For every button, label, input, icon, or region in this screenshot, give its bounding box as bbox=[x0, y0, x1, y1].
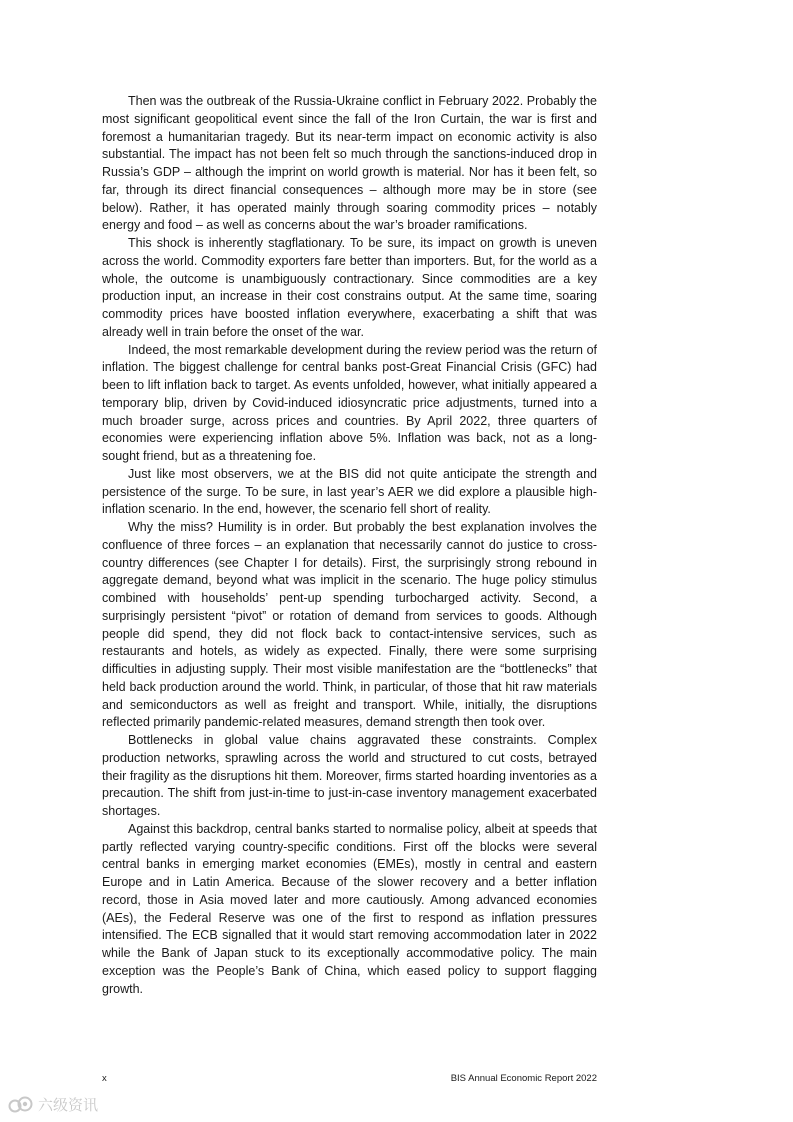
paragraph-1: Then was the outbreak of the Russia-Ukraine conflict in February 2022. Probably the most significant geopolitical event since the fall of the Iron Curtain, the war is first and foremost a humanitarian tragedy. But its near-term impact on economic activity is also substantial. The impact has not been felt so much through the sanctions-induced drop in Russia’s GDP – although the imprint on world growth is material. Nor has it been felt, so far, through its direct financial consequences – although more may be in store (see below). Rather, it has operated mainly through soaring commodity prices – notably energy and food – as well as concerns about the war’s broader ramifications. bbox=[102, 94, 597, 233]
paragraph-2: This shock is inherently stagflationary. To be sure, its impact on growth is uneven across the world. Commodity exporters fare better than importers. But, for the world as a whole, the outcome is unambiguously contractionary. Since commodities are a key production input, an increase in their cost constrains output. At the same time, soaring commodity prices have boosted inflation everywhere, exacerbating a shift that was already well in train before the onset of the war. bbox=[102, 236, 597, 339]
page-footer bbox=[102, 1073, 597, 1084]
paragraph-4: Just like most observers, we at the BIS did not quite anticipate the strength and persistence of the surge. To be sure, in last year’s AER we did explore a plausible high-inflation scenario. In the end, however, the scenario fell short of reality. bbox=[102, 466, 597, 517]
page-body bbox=[102, 93, 597, 998]
publication-title: BIS Annual Economic Report 2022 bbox=[450, 1073, 597, 1084]
watermark bbox=[8, 1094, 98, 1115]
watermark-logo-icon bbox=[8, 1095, 34, 1115]
paragraph-6: Bottlenecks in global value chains aggravated these constraints. Complex production networks, sprawling across the world and structured to cut costs, betrayed their fragility as the disruptions hit them. Moreover, firms started hoarding inventories as a precaution. The shift from just-in-time to just-in-case inventory management exacerbated shortages. bbox=[102, 733, 597, 818]
paragraph-5: Why the miss? Humility is in order. But probably the best explanation involves the confluence of three forces – an explanation that necessarily cannot do justice to cross-country differences (see Chapter I for details). First, the surprisingly strong rebound in aggregate demand, beyond what was implicit in the scenario. The huge policy stimulus combined with households’ pent-up spending turbocharged activity. Second, a surprisingly persistent “pivot” or rotation of demand from services to goods. Although people did spend, they did not flock back to contact-intensive services, such as restaurants and hotels, as widely as expected. Finally, there were some surprising difficulties in adjusting supply. Their most visible manifestation are the “bottlenecks” that held back production around the world. Think, in particular, of those that hit raw materials and semiconductors as well as freight and transport. While, initially, the disruptions reflected primarily pandemic-related measures, demand strength then took over. bbox=[102, 520, 597, 730]
paragraph-3: Indeed, the most remarkable development during the review period was the return of inflation. The biggest challenge for central banks post-Great Financial Crisis (GFC) had been to lift inflation back to target. As events unfolded, however, what initially appeared a temporary blip, driven by Covid-induced idiosyncratic price adjustments, turned into a much broader surge, across prices and countries. By April 2022, three quarters of economies were experiencing inflation above 5%. Inflation was back, not as a long-sought friend, but as a threatening foe. bbox=[102, 342, 597, 463]
paragraph-7: Against this backdrop, central banks started to normalise policy, albeit at speeds that partly reflected varying country-specific conditions. First off the blocks were several central banks in emerging market economies (EMEs), mostly in central and eastern Europe and in Latin America. Because of the slower recovery and a better inflation record, those in Asia moved later and more cautiously. Among advanced economies (AEs), the Federal Reserve was one of the first to respond as inflation pressures intensified. The ECB signalled that it would start removing accommodation later in 2022 while the Bank of Japan stuck to its exceptionally accommodative policy. The main exception was the People’s Bank of China, which eased policy to support flagging growth. bbox=[102, 821, 597, 996]
page-number: x bbox=[102, 1073, 107, 1084]
watermark-text: 六级资讯 bbox=[38, 1097, 99, 1114]
